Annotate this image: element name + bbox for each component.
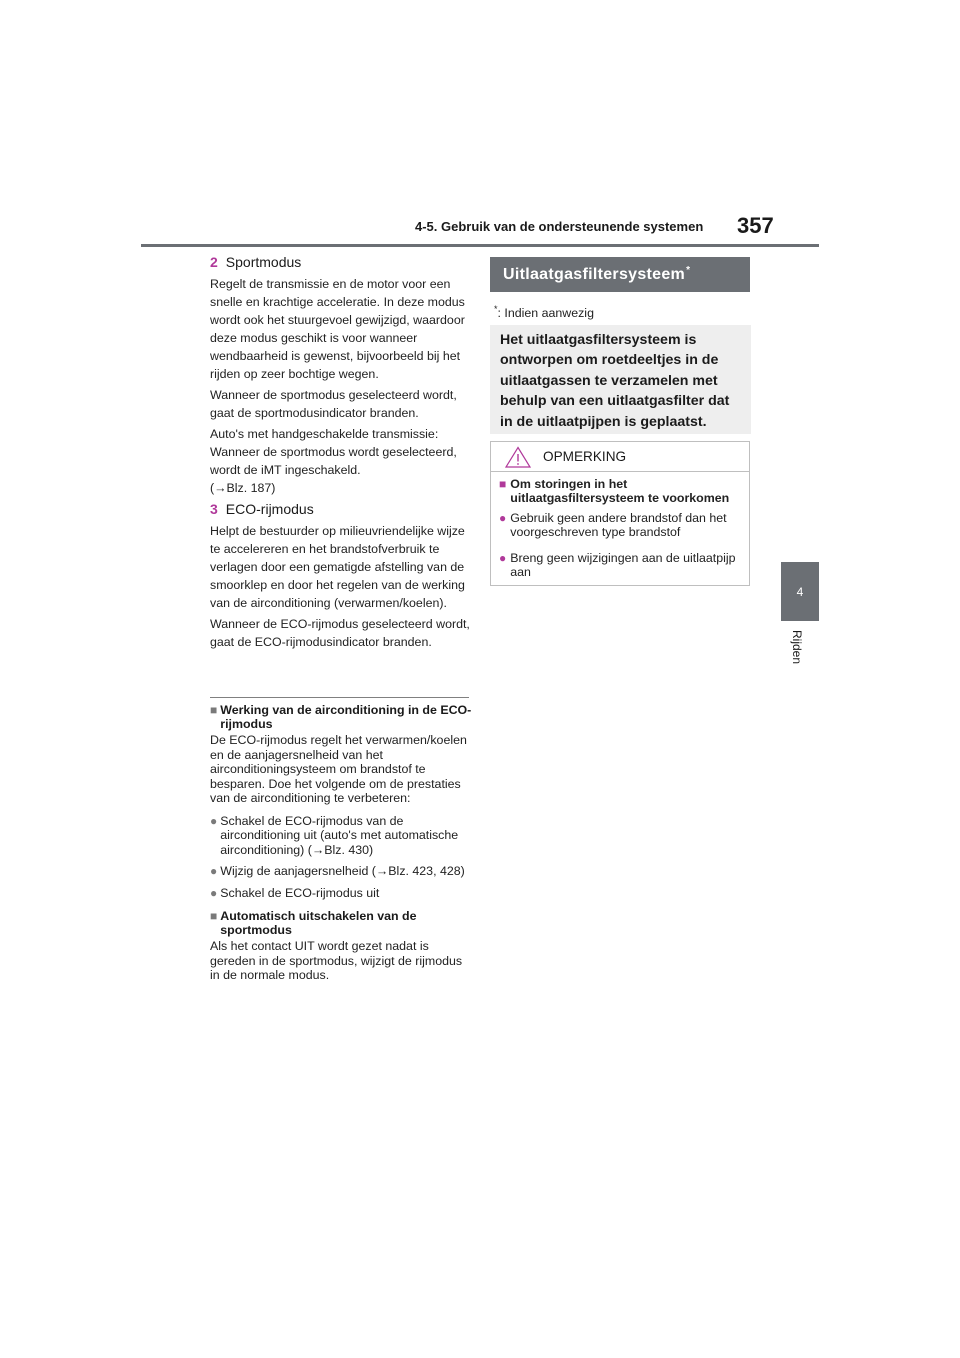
left-subsections	[210, 703, 472, 991]
chapter-tab: 4	[781, 562, 819, 621]
square-bullet-icon: ■	[210, 909, 218, 923]
item-2-paragraph-3	[210, 425, 470, 497]
item-2-number: 2	[210, 254, 218, 270]
left-column	[210, 254, 470, 654]
list-item-text: Wijzig de aanjagersnelheid (→Blz. 423, 428)	[220, 864, 465, 878]
list-item-text: Schakel de ECO-rijmodus uit	[220, 885, 380, 900]
warning-triangle-icon	[505, 446, 531, 468]
item-2-paragraph-2: Wanneer de sportmodus geselecteerd wordt, gaat de sportmodusindicator branden.	[210, 388, 457, 420]
item-2-page-reference: (→Blz. 187)	[210, 481, 276, 495]
subsection-aircon-body: De ECO-rijmodus regelt het verwarmen/koelen en de aanjagersnelheid van het airconditioningsysteem om brandstof te besparen. Doe het volgende om de prestaties van de airconditioning te verbeteren:	[210, 733, 467, 805]
circle-bullet-icon: ●	[499, 511, 507, 525]
item-3-number: 3	[210, 501, 218, 517]
item-2-paragraph-3-text: Auto's met handgeschakelde transmissie: Wanneer de sportmodus wordt geselecteerd, wordt de iMT ingeschakeld.	[210, 427, 457, 477]
list-item	[210, 814, 472, 858]
footnote-text: : Indien aanwezig	[497, 306, 594, 321]
section-title: 4-5. Gebruik van de ondersteunende systemen	[415, 219, 704, 234]
notice-title: OPMERKING	[543, 449, 627, 464]
square-bullet-icon: ■	[210, 703, 218, 717]
chapter-label: Rijden	[790, 630, 804, 665]
notice-box	[490, 441, 750, 586]
page-number: 357	[737, 213, 774, 238]
header-rule	[141, 244, 819, 247]
subsection-auto-off-heading	[210, 909, 472, 937]
list-item	[210, 864, 472, 879]
item-2-title: Sportmodus	[225, 254, 302, 270]
subsection-auto-off-body: Als het contact UIT wordt gezet nadat is gereden in de sportmodus, wijzigt de rijmodus in de normale modus.	[210, 939, 463, 982]
item-3-title: ECO-rijmodus	[225, 501, 314, 517]
section-divider	[210, 697, 469, 698]
notice-body	[491, 472, 749, 579]
square-bullet-icon: ■	[499, 477, 507, 491]
subsection-aircon-title: Werking van de airconditioning in de ECO-rijmodus	[220, 703, 472, 731]
circle-bullet-icon: ●	[499, 551, 507, 565]
subsection-auto-off-title: Automatisch uitschakelen van de sportmodus	[220, 909, 417, 937]
circle-bullet-icon: ●	[210, 885, 218, 900]
footnote-mark: *	[494, 304, 498, 314]
notice-heading	[499, 477, 741, 505]
list-item	[210, 886, 472, 901]
section-header-exhaust-filter	[490, 257, 750, 292]
item-2-heading	[210, 254, 470, 270]
list-item	[499, 551, 741, 579]
list-item	[499, 511, 741, 539]
list-item-text: Schakel de ECO-rijmodus van de airconditioning uit (auto's met automatische airconditioning) (→Blz. 430)	[220, 813, 459, 857]
list-item-text: Breng geen wijzigingen aan de uitlaatpijp aan	[510, 551, 736, 579]
intro-box: Het uitlaatgasfiltersysteem is ontworpen om roetdeeltjes in de uitlaatgassen te verzamelen met behulp van een uitlaatgasfilter dat in de uitlaatpijpen is geplaatst.	[490, 325, 751, 434]
notice-heading-text: Om storingen in het uitlaatgasfiltersysteem te voorkomen	[510, 477, 730, 505]
subsection-aircon-heading	[210, 703, 472, 731]
footnote	[494, 304, 594, 320]
item-3-paragraph-2: Wanneer de ECO-rijmodus geselecteerd wordt, gaat de ECO-rijmodusindicator branden.	[210, 617, 470, 649]
circle-bullet-icon: ●	[210, 864, 218, 878]
notice-header	[491, 442, 749, 472]
item-3-heading	[210, 501, 470, 517]
asterisk-mark: *	[686, 265, 691, 276]
circle-bullet-icon: ●	[210, 813, 218, 828]
section-header-title: Uitlaatgasfiltersysteem	[503, 265, 686, 283]
list-item-text: Gebruik geen andere brandstof dan het voorgeschreven type brandstof	[510, 511, 727, 539]
item-2-paragraph-1: Regelt de transmissie en de motor voor een snelle en krachtige acceleratie. In deze modus wordt ook het stuurgevoel gewijzigd, waardoor deze modus geschikt is voor wanneer wendbaarheid is gewenst, bijvoorbeeld bij het rijden op zeer bochtige wegen.	[210, 277, 465, 381]
item-3-paragraph-1: Helpt de bestuurder op milieuvriendelijke wijze te accelereren en het brandstofverbruik te verlagen door een gematigde afstelling van de smoorklep en door het regelen van de werking van de airconditioning (verwarmen/koelen).	[210, 524, 465, 610]
